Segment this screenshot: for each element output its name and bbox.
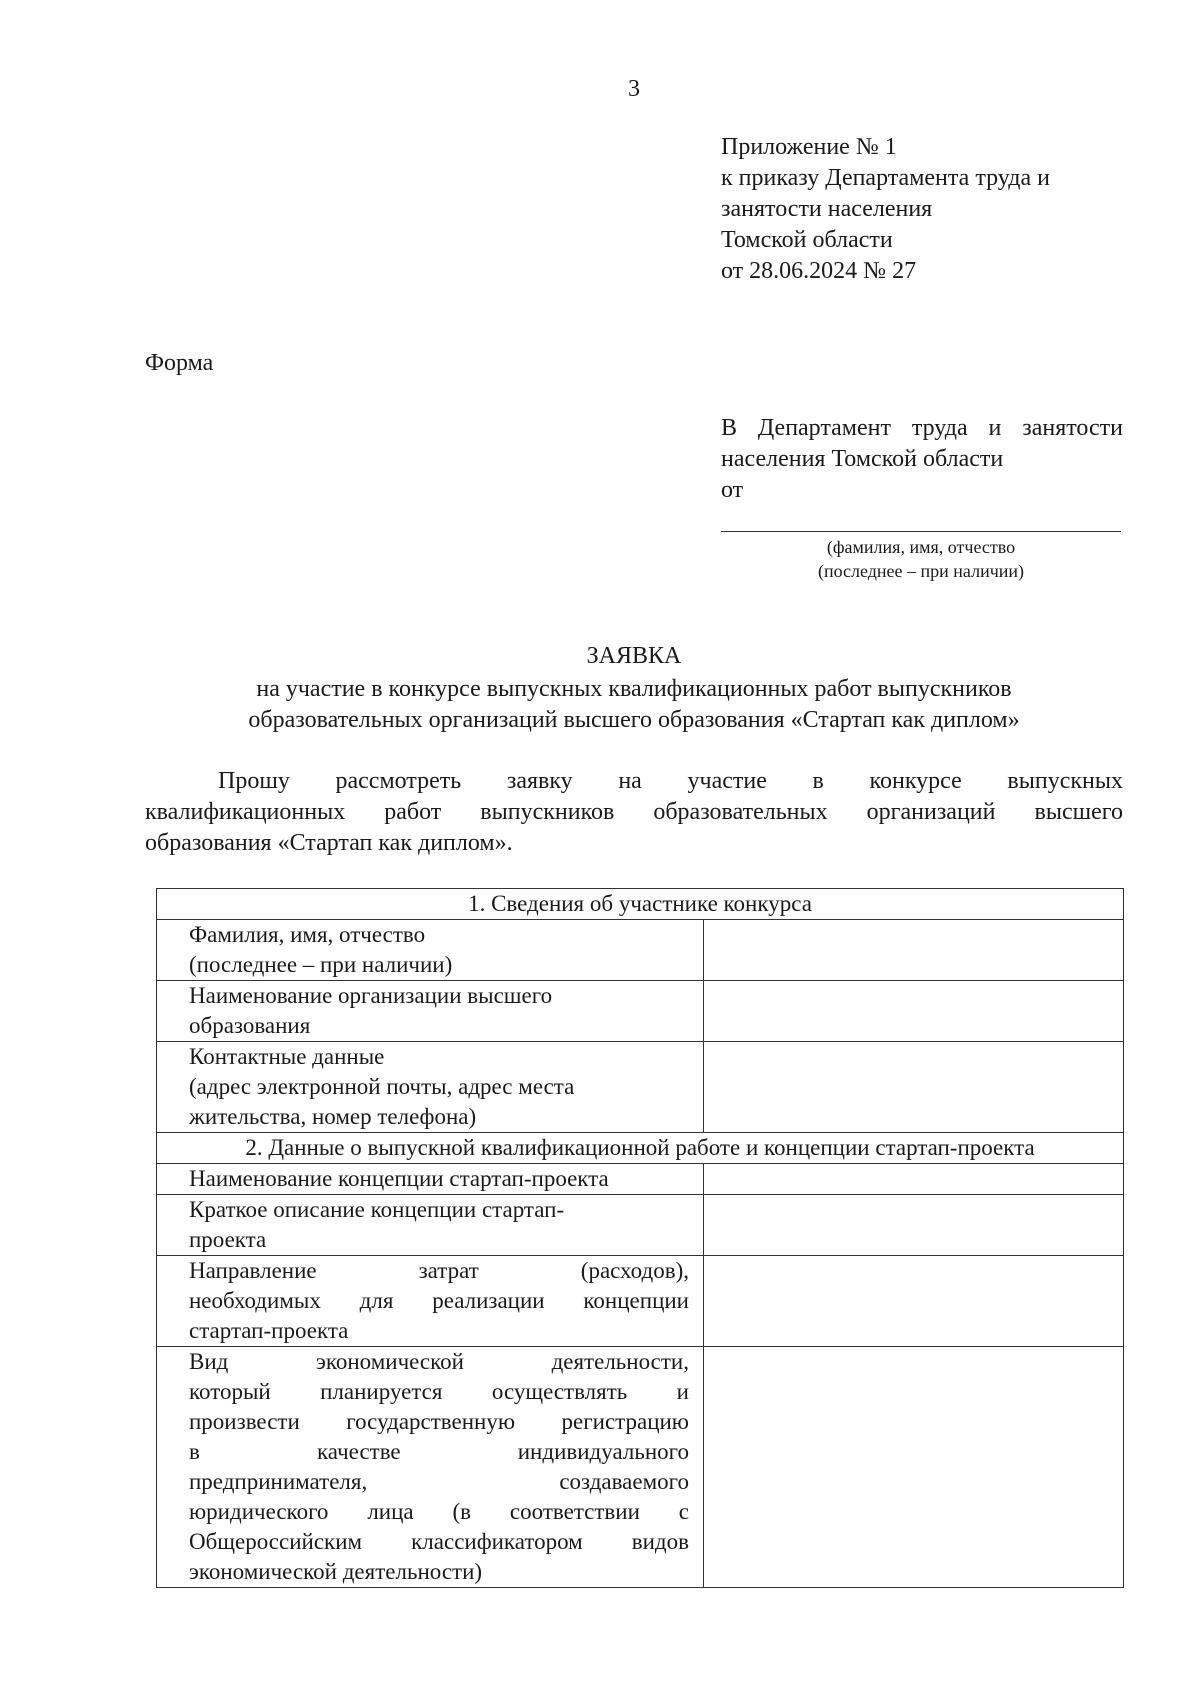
appendix-line: занятости населения — [721, 196, 933, 222]
appendix-block — [721, 132, 1050, 287]
label-concept-description — [157, 1195, 704, 1256]
paragraph-line: образования «Стартап как диплом». — [145, 830, 513, 856]
value-organization[interactable] — [704, 981, 1124, 1042]
application-table — [156, 888, 1124, 1588]
document-subtitle — [145, 674, 1123, 736]
label-organization — [157, 981, 704, 1042]
hint-line: (последнее – при наличии) — [817, 561, 1025, 581]
table-row — [157, 920, 1124, 981]
addressee-line: населения Томской области — [721, 446, 1004, 472]
label-line: юридического лица (в соответствии с — [189, 1499, 689, 1524]
table-row — [157, 1042, 1124, 1133]
table-row — [157, 1347, 1124, 1588]
value-concept-name[interactable] — [704, 1164, 1124, 1195]
section-header-project: 2. Данные о выпускной квалификационной работе и концепции стартап-проекта — [157, 1133, 1124, 1164]
label-line: жительства, номер телефона) — [189, 1104, 477, 1129]
value-contacts[interactable] — [704, 1042, 1124, 1133]
table-row — [157, 1195, 1124, 1256]
label-line: который планируется осуществлять и — [189, 1379, 689, 1404]
label-line: Вид экономической деятельности, — [189, 1349, 689, 1374]
label-contacts — [157, 1042, 704, 1133]
request-paragraph — [145, 766, 1123, 859]
label-line: Наименование организации высшего — [189, 983, 553, 1008]
addressee-block — [721, 413, 1123, 506]
label-line: Общероссийским классификатором видов — [189, 1529, 689, 1554]
label-line: Контактные данные — [189, 1044, 385, 1069]
label-line: экономической деятельности) — [189, 1559, 483, 1584]
paragraph-line: Прошу рассмотреть заявку на участие в конкурсе выпускных — [218, 768, 1123, 794]
appendix-line: от 28.06.2024 № 27 — [721, 258, 917, 284]
paragraph-line: квалификационных работ выпускников образовательных организаций высшего — [145, 799, 1123, 825]
label-line: предпринимателя, создаваемого — [189, 1469, 689, 1494]
hint-line: (фамилия, имя, отчество — [826, 537, 1016, 557]
label-line: образования — [189, 1013, 311, 1038]
label-line: Фамилия, имя, отчество — [189, 922, 426, 947]
label-line: проекта — [189, 1227, 267, 1252]
subtitle-line: на участие в конкурсе выпускных квалификационных работ выпускников — [256, 676, 1012, 702]
document-title: ЗАЯВКА — [586, 643, 682, 669]
addressee-line: В Департамент труда и занятости — [721, 415, 1123, 441]
value-fio[interactable] — [704, 920, 1124, 981]
label-costs-direction — [157, 1256, 704, 1347]
table-row — [157, 1164, 1124, 1195]
value-economic-activity[interactable] — [704, 1347, 1124, 1588]
appendix-line: к приказу Департамента труда и — [721, 165, 1050, 191]
appendix-line: Приложение № 1 — [721, 134, 897, 160]
value-concept-description[interactable] — [704, 1195, 1124, 1256]
label-line: (адрес электронной почты, адрес места — [189, 1074, 575, 1099]
label-line: Наименование концепции стартап-проекта — [189, 1166, 609, 1191]
label-line: в качестве индивидуального — [189, 1439, 689, 1464]
appendix-line: Томской области — [721, 227, 893, 253]
section-row — [157, 889, 1124, 920]
label-line: произвести государственную регистрацию — [189, 1409, 689, 1434]
applicant-name-hint — [721, 535, 1121, 583]
subtitle-line: образовательных организаций высшего образования «Стартап как диплом» — [248, 707, 1020, 733]
label-line: Направление затрат (расходов), — [189, 1258, 689, 1283]
label-concept-name — [157, 1164, 704, 1195]
addressee-line: от — [721, 477, 744, 503]
label-economic-activity — [157, 1347, 704, 1588]
label-line: необходимых для реализации концепции — [189, 1288, 689, 1313]
value-costs-direction[interactable] — [704, 1256, 1124, 1347]
table-row — [157, 1256, 1124, 1347]
section-row — [157, 1133, 1124, 1164]
page-number: 3 — [628, 76, 640, 102]
section-header-participant: 1. Сведения об участнике конкурса — [157, 889, 1124, 920]
label-line: Краткое описание концепции стартап- — [189, 1197, 565, 1222]
table-row — [157, 981, 1124, 1042]
applicant-name-line[interactable] — [721, 531, 1121, 532]
label-fio — [157, 920, 704, 981]
label-line: стартап-проекта — [189, 1318, 349, 1343]
label-line: (последнее – при наличии) — [189, 952, 453, 977]
form-label: Форма — [145, 350, 214, 376]
